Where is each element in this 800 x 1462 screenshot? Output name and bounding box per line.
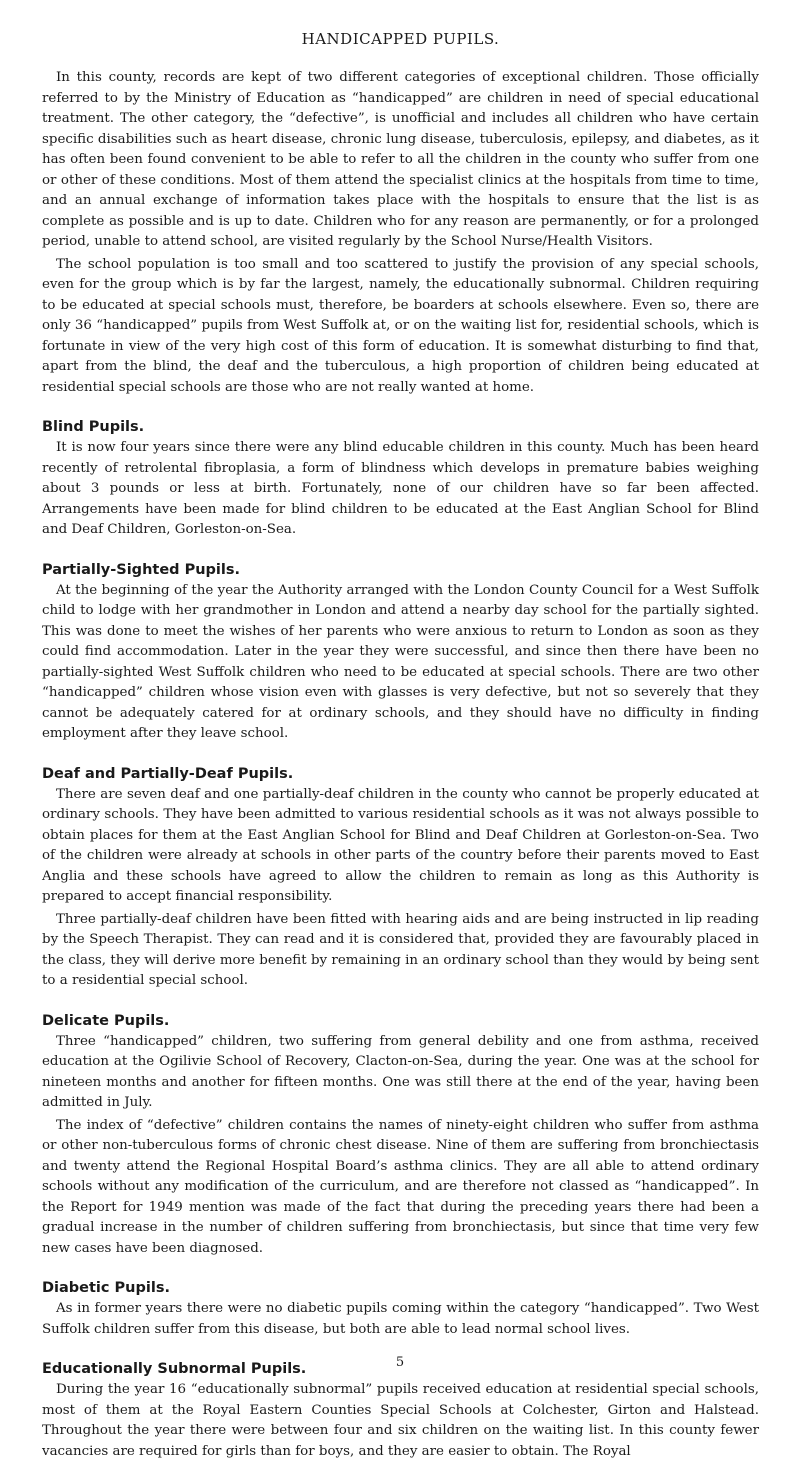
page-number: 5 [395, 1355, 405, 1370]
page-title: HANDICAPPED PUPILS. [301, 30, 500, 48]
section-heading: Blind Pupils. [42, 419, 145, 435]
section-paragraph: There are seven deaf and one partially-deaf children in the county who cannot be properly educated at ordinary schools. They have been admitted to various residential schools as it was not always possible to obtain places for them at the East Anglian School for Blind and Deaf Children at Gorleston-on-Sea. Two of the children were already at schools in other parts of the country before their parents moved to East Anglia and these schools have agreed to allow the children to remain as long as this Authority is prepared to accept financial responsibility. [42, 786, 759, 904]
intro-paragraph: In this county, records are kept of two different categories of exceptional children. Those officially referred to by the Ministry of Education as “handicapped” are children in need of special educational treatment. The other category, the “defective”, is unofficial and includes all children who have certain specific disabilities such as heart disease, chronic lung disease, tuberculosis, epilepsy, and diabetes, as it has often been found convenient to be able to refer to all the children in the county who suffer from one or other of these conditions. Most of them attend the specialist clinics at the hospitals from time to time, and an annual exchange of information takes place with the hospitals to ensure that the list is as complete as possible and is up to date. Children who for any reason are permanently, or for a prolonged period, unable to attend school, are visited regularly by the School Nurse/Health Visitors. [42, 70, 759, 249]
section-heading: Educationally Subnormal Pupils. [42, 1361, 307, 1377]
section-deaf-pupils [42, 766, 759, 992]
section-paragraph: It is now four years since there were any blind educable children in this county. Much has been heard recently of retrolental fibroplasia, a form of blindness which develops in premature babies weighing about 3 pounds or less at birth. Fortunately, none of our children have so far been affected. Arrangements have been made for blind children to be educated at the East Anglian School for Blind and Deaf Children, Gorleston-on-Sea. [42, 440, 759, 537]
section-paragraph: During the year 16 “educationally subnormal” pupils received education at residential special schools, most of them at the Royal Eastern Counties Special Schools at Colchester, Girton and Halstead. Throughout the year there were between four and six children on the waiting list. In this county fewer vacancies are required for girls than for boys, and they are easier to obtain. The Royal [42, 1382, 759, 1459]
section-paragraph: As in former years there were no diabetic pupils coming within the category “handicapped”. Two West Suffolk children suffer from this disease, but both are able to lead normal school lives. [42, 1301, 759, 1337]
section-delicate-pupils [42, 1013, 759, 1260]
section-paragraph: Three partially-deaf children have been fitted with hearing aids and are being instructed in lip reading by the Speech Therapist. They can read and it is considered that, provided they are favourably placed in the class, they will derive more benefit by remaining in an ordinary school than they would by being sent to a residential special school. [42, 911, 759, 988]
section-heading: Diabetic Pupils. [42, 1280, 170, 1296]
section-educationally-subnormal-pupils [42, 1361, 759, 1462]
section-partially-sighted-pupils [42, 562, 759, 745]
section-paragraph: At the beginning of the year the Authority arranged with the London County Council for a West Suffolk child to lodge with her grandmother in London and attend a nearby day school for the partially sighted. This was done to meet the wishes of her parents who were anxious to return to London as soon as they could find accommodation. Later in the year they were successful, and since then there have been no partially-sighted West Suffolk children who need to be educated at special schools. There are two other “handicapped” children whose vision even with glasses is very defective, but not so severely that they cannot be adequately catered for at ordinary schools, and they should have no difficulty in finding employment after they leave school. [42, 582, 759, 741]
section-heading: Partially-Sighted Pupils. [42, 561, 240, 578]
intro-paragraph: The school population is too small and too scattered to justify the provision of any special schools, even for the group which is by far the largest, namely, the educationally subnormal. Children requiring to be educated at special schools must, therefore, be boarders at schools elsewhere. Even so, there are only 36 “handicapped” pupils from West Suffolk at, or on the waiting list for, residential schools, which is fortunate in view of the very high cost of this form of education. It is somewhat disturbing to find that, apart from the blind, the deaf and the tuberculous, a high proportion of children being educated at residential special schools are those who are not really wanted at home. [42, 256, 759, 395]
section-diabetic-pupils [42, 1280, 759, 1340]
section-heading: Delicate Pupils. [42, 1012, 170, 1029]
section-paragraph: Three “handicapped” children, two suffering from general debility and one from asthma, received education at the Ogilivie School of Recovery, Clacton-on-Sea, during the year. One was at the school for nineteen months and another for fifteen months. One was still there at the end of the year, having been admitted in July. [42, 1033, 759, 1110]
section-heading: Deaf and Partially-Deaf Pupils. [42, 765, 294, 782]
intro-section [42, 68, 759, 398]
section-paragraph: The index of “defective” children contains the names of ninety-eight children who suffer from asthma or other non-tuberculous forms of chronic chest disease. Nine of them are suffering from bronchiectasis and twenty attend the Regional Hospital Board’s asthma clinics. They are all able to attend ordinary schools without any modification of the curriculum, and are therefore not classed as “handicapped”. In the Report for 1949 mention was made of the fact that during the preceding years there had been a gradual increase in the number of children suffering from bronchiectasis, but since that time very few new cases have been diagnosed. [42, 1117, 759, 1256]
section-blind-pupils [42, 419, 759, 541]
